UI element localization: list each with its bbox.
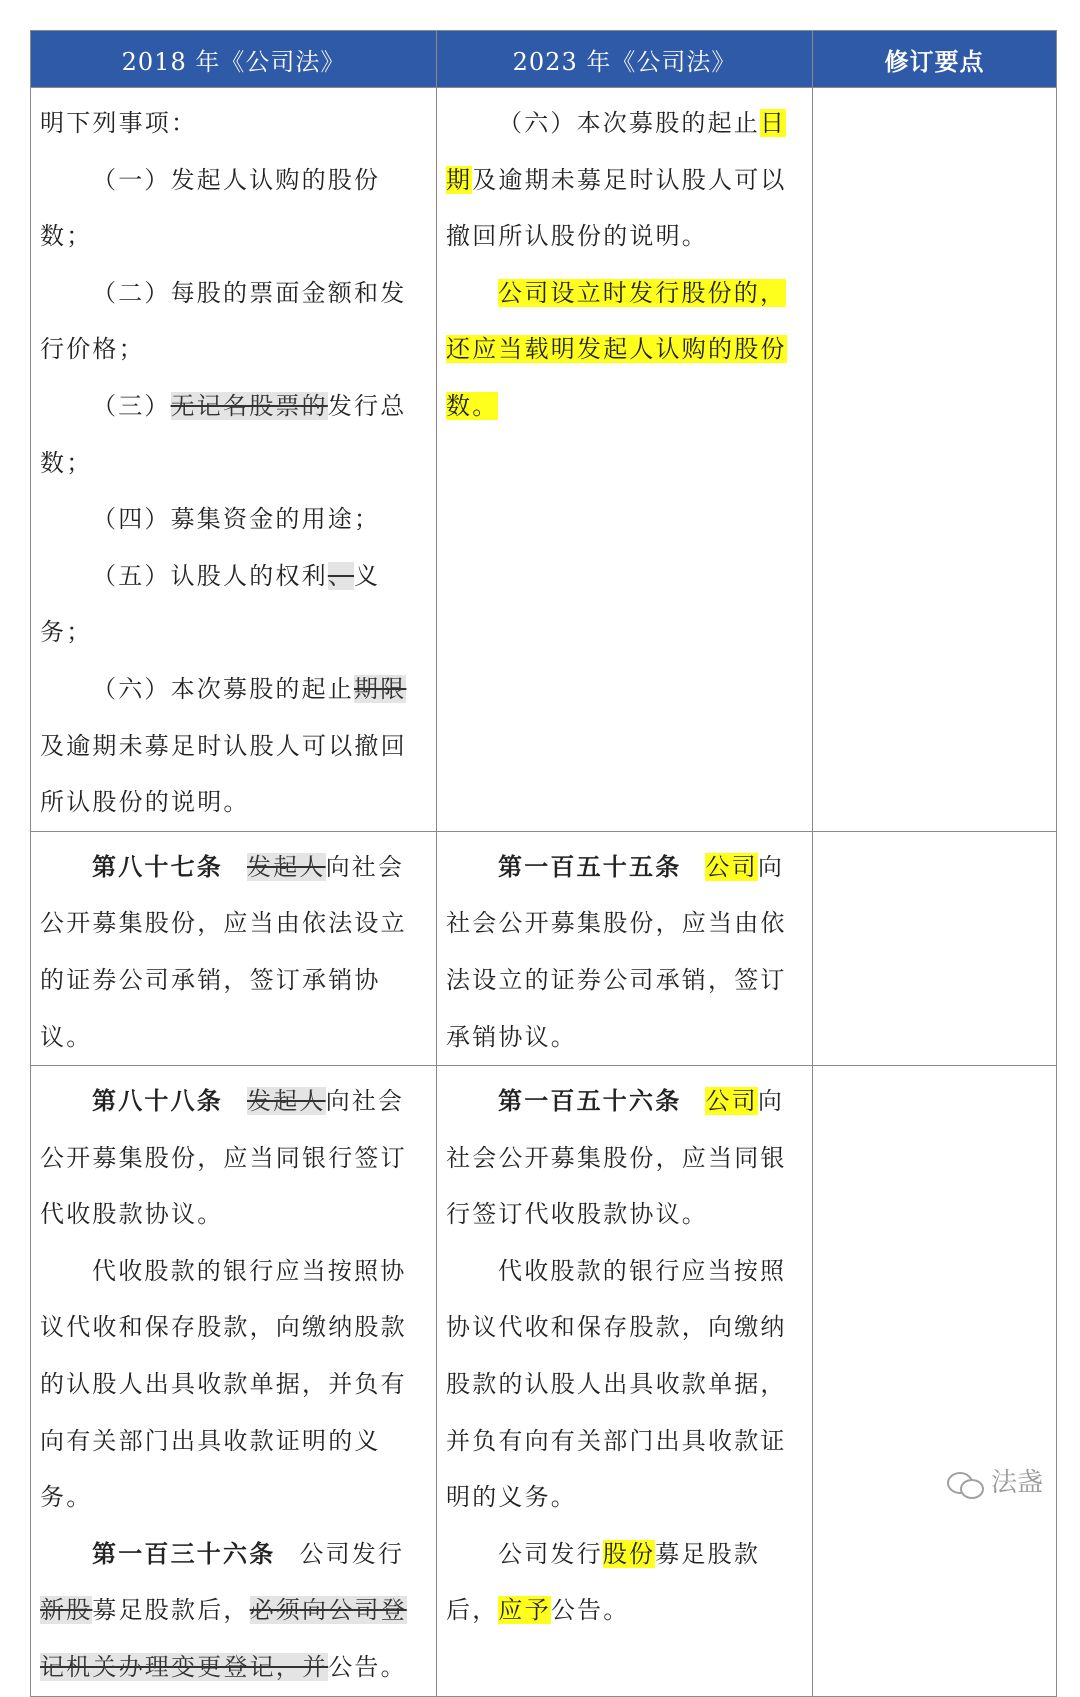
old-text: 第八十八条 发起人向社会公开募集股份，应当同银行签订代收股款协议。 <box>40 1086 407 1229</box>
highlighted-text: 公司设立时发行股份的，还应当载明发起人认购的股份数。 <box>446 278 787 420</box>
highlighted-text: 股份 <box>602 1539 656 1568</box>
highlighted-text: 日期 <box>446 109 787 194</box>
article-title: 第一百五十六条 <box>498 1086 682 1116</box>
header-revision-points: 修订要点 <box>813 31 1057 88</box>
deleted-text: 无记名股票的 <box>170 391 328 420</box>
new-text <box>446 265 804 435</box>
deleted-text: 期限 <box>354 674 407 703</box>
old-law-cell <box>31 831 437 1065</box>
deleted-text: 、 <box>327 561 355 590</box>
header-2018-law: 2018 年《公司法》 <box>31 31 437 88</box>
new-text: 第一百五十六条 公司向社会公开募集股份，应当同银行签订代收股款协议。 <box>446 1086 787 1229</box>
revision-points-cell <box>813 88 1057 832</box>
highlighted-text: 公司 <box>705 852 758 881</box>
highlighted-text: 应予 <box>498 1596 551 1625</box>
table-row <box>31 1066 1057 1697</box>
table-row <box>31 88 1057 832</box>
old-law-cell <box>31 88 437 832</box>
revision-points-cell <box>813 1066 1057 1697</box>
article-title: 第八十八条 <box>92 1086 223 1116</box>
table-row <box>31 831 1057 1065</box>
deleted-text: 发起人 <box>247 852 326 881</box>
new-law-cell <box>437 831 813 1065</box>
watermark-text: 法盏 <box>991 1468 1044 1498</box>
old-text: （一）发起人认购的股份数； <box>40 165 381 251</box>
table-header-row <box>31 31 1057 88</box>
deleted-text: 新股 <box>40 1596 93 1625</box>
old-text: （五）认股人的权利、义务； <box>40 561 381 647</box>
old-text: 第一百三十六条 公司发行新股募足股款后，必须向公司登记机关办理变更登记，并公告。 <box>40 1538 407 1682</box>
old-law-cell <box>31 1066 437 1697</box>
old-text: 代收股款的银行应当按照协议代收和保存股款，向缴纳股款的认股人出具收款单据，并负有向有关部门出具收款证明的义务。 <box>40 1256 407 1512</box>
revision-points-cell <box>813 831 1057 1065</box>
deleted-text: 发起人 <box>247 1087 326 1116</box>
new-text: （六）本次募股的起止日期及逾期未募足时认股人可以撤回所认股份的说明。 <box>446 109 787 251</box>
highlighted-text: 公司 <box>705 1087 758 1116</box>
new-law-cell <box>437 1066 813 1697</box>
article-title: 第一百五十五条 <box>498 851 682 881</box>
deleted-text: 必须向公司登记机关办理变更登记，并 <box>40 1596 407 1682</box>
header-2023-law: 2023 年《公司法》 <box>437 31 813 88</box>
watermark <box>945 1462 1043 1499</box>
new-law-cell <box>437 88 813 832</box>
article-title: 第八十七条 <box>92 851 223 881</box>
old-text: （六）本次募股的起止期限及逾期未募足时认股人可以撤回所认股份的说明。 <box>40 674 407 817</box>
new-text: 公司发行股份募足股款后，应予公告。 <box>446 1539 761 1625</box>
old-text: （四）募集资金的用途； <box>92 505 381 534</box>
wechat-icon <box>945 1469 985 1499</box>
old-text: （二）每股的票面金额和发行价格； <box>40 278 407 364</box>
old-text: 第八十七条 发起人向社会公开募集股份，应当由依法设立的证券公司承销，签订承销协议。 <box>40 851 407 1051</box>
old-text: （三）无记名股票的发行总数； <box>40 391 407 477</box>
new-text: 代收股款的银行应当按照协议代收和保存股款，向缴纳股款的认股人出具收款单据，并负有向有关部门出具收款证明的义务。 <box>446 1256 787 1512</box>
old-text: 明下列事项： <box>40 109 198 137</box>
new-text: 第一百五十五条 公司向社会公开募集股份，应当由依法设立的证券公司承销，签订承销协议。 <box>446 851 787 1051</box>
article-title: 第一百三十六条 <box>92 1538 276 1568</box>
comparison-table <box>30 30 1057 1697</box>
